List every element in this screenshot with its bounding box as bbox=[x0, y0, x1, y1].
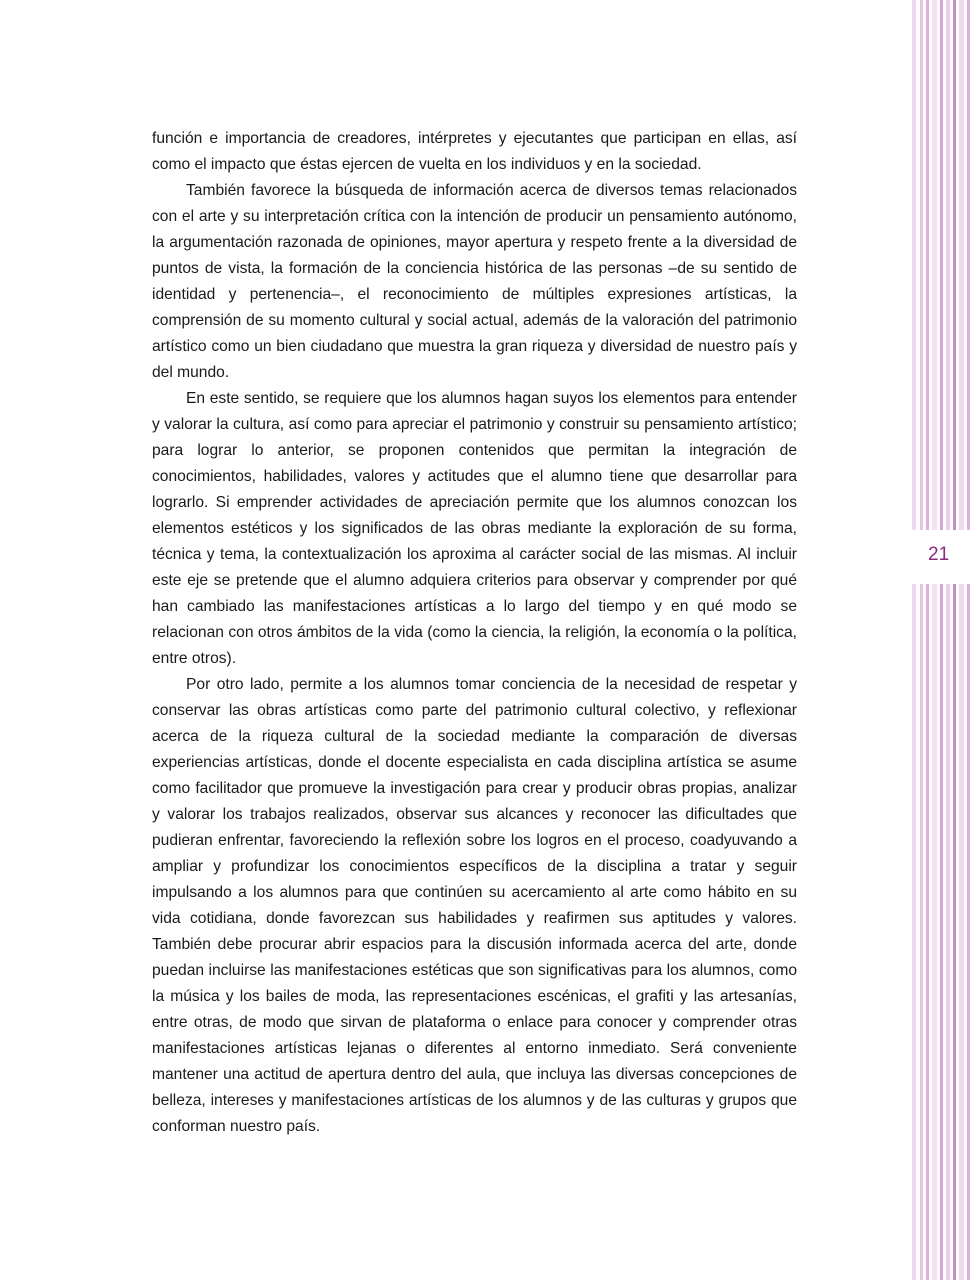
stripe bbox=[959, 0, 964, 1280]
stripe bbox=[932, 0, 937, 1280]
stripe bbox=[967, 0, 970, 1280]
stripe bbox=[912, 0, 916, 1280]
paragraph: Por otro lado, permite a los alumnos tomar conciencia de la necesidad de respetar y conservar las obras artísticas como parte del patrimonio cultural colectivo, y reflexionar acerca de la riqueza cultural de la sociedad mediante la comparación de diversas experiencias artísticas, donde el docente especialista en cada disciplina artística se asume como facilitador que promueve la investigación para crear y producir obras propias, analizar y valorar los trabajos realizados, observar sus alcances y reconocer las dificultades que pudieran enfrentar, favoreciendo la reflexión sobre los logros en el proceso, coadyuvando a ampliar y profundizar los conocimientos específicos de la disciplina a tratar y seguir impulsando a los alumnos para que continúen su acercamiento al arte como hábito en su vida cotidiana, donde favorezcan sus habilidades y reafirmen sus aptitudes y valores. También debe procurar abrir espacios para la discusión informada acerca del arte, donde puedan incluirse las manifestaciones estéticas que son significativas para los alumnos, como la música y los bailes de moda, las representaciones escénicas, el grafiti y las artesanías, entre otras, de modo que sirvan de plataforma o enlace para conocer y comprender otras manifestaciones artísticas lejanas o diferentes al entorno inmediato. Será conveniente mantener una actitud de apertura dentro del aula, que incluya las diversas concepciones de belleza, intereses y manifestaciones artísticas de los alumnos y de las culturas y grupos que conforman nuestro país. bbox=[152, 676, 797, 1135]
stripe bbox=[940, 0, 943, 1280]
stripe bbox=[920, 0, 923, 1280]
stripe bbox=[953, 0, 956, 1280]
body-text bbox=[152, 126, 797, 1140]
paragraph: función e importancia de creadores, intérpretes y ejecutantes que participan en ellas, así como el impacto que éstas ejercen de vuelta en los individuos y en la sociedad. bbox=[152, 130, 797, 173]
page-number: 21 bbox=[928, 544, 950, 565]
paragraph: También favorece la búsqueda de información acerca de diversos temas relacionados con el arte y su interpretación crítica con la intención de producir un pensamiento autónomo, la argumentación razonada de opiniones, mayor apertura y respeto frente a la diversidad de puntos de vista, la formación de la conciencia histórica de las personas –de su sentido de identidad y pertenencia–, el reconocimiento de múltiples expresiones artísticas, la comprensión de su momento cultural y social actual, además de la valoración del patrimonio artístico como un bien ciudadano que muestra la gran riqueza y diversidad de nuestro país y del mundo. bbox=[152, 182, 797, 381]
stripe bbox=[926, 0, 929, 1280]
paragraph: En este sentido, se requiere que los alumnos hagan suyos los elementos para entender y valorar la cultura, así como para apreciar el patrimonio y construir su pensamiento artístico; para lograr lo anterior, se proponen contenidos que permitan la integración de conocimientos, habilidades, valores y actitudes que el alumno tiene que desarrollar para lograrlo. Si emprender actividades de apreciación permite que los alumnos conozcan los elementos estéticos y los significados de las obras mediante la exploración de su forma, técnica y tema, la contextualización los aproxima al carácter social de las mismas. Al incluir este eje se pretende que el alumno adquiera criterios para observar y comprender por qué han cambiado las manifestaciones artísticas a lo largo del tiempo y en qué modo se relacionan con otros ámbitos de la vida (como la ciencia, la religión, la economía o la política, entre otros). bbox=[152, 390, 797, 667]
stripe bbox=[946, 0, 950, 1280]
decorative-margin-stripes bbox=[912, 0, 972, 1280]
